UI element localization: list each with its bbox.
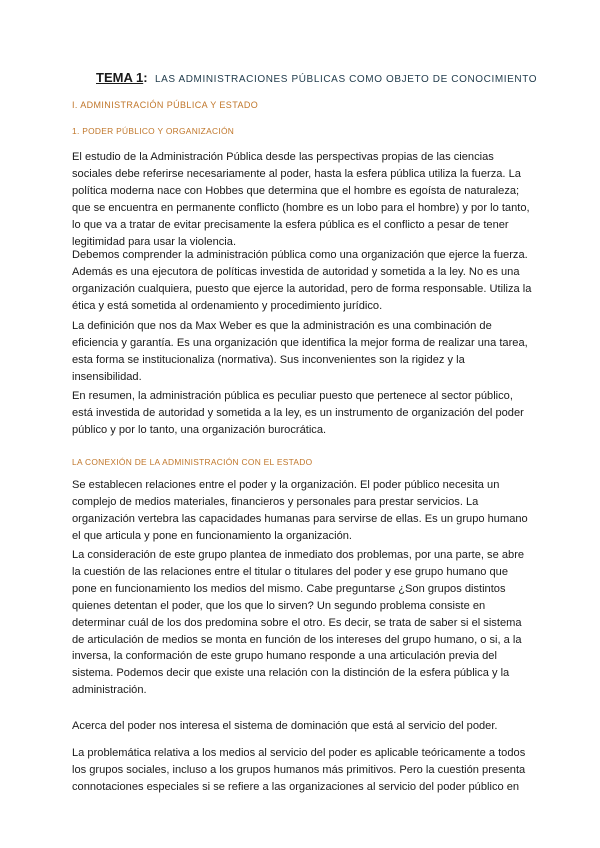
subsection-heading-1: 1. PODER PÚBLICO Y ORGANIZACIÓN — [72, 126, 235, 136]
title-subtitle: LAS ADMINISTRACIONES PÚBLICAS COMO OBJETO DE CONOCIMIENTO — [154, 74, 538, 85]
title-tema: TEMA 1 — [96, 70, 144, 85]
subsection-heading-2: LA CONEXIÓN DE LA ADMINISTRACIÓN CON EL ESTADO — [72, 457, 313, 467]
section-heading: I. ADMINISTRACIÓN PÚBLICA Y ESTADO — [72, 100, 259, 110]
document-title — [96, 70, 537, 85]
title-colon: : — [143, 70, 148, 85]
paragraph: Acerca del poder nos interesa el sistema de dominación que está al servicio del poder. — [72, 720, 498, 732]
paragraph: La consideración de este grupo plantea de inmediato dos problemas, por una parte, se abre la cuestión de las relaciones entre el titular o titulares del poder y ese grupo humano que pone en funcionamiento los medios del mismo. Cabe preguntarse ¿Son grupos distintos quienes detentan el poder, que los que lo sirven? Un segundo problema consiste en determinar cuál de los dos predomina sobre el otro. Es decir, se trata de saber si el sistema de articulación de medios se monta en función de los intereses del grupo humano, o si, a la inversa, la conformación de este grupo humano responde a una articulación previa del sistema. Podemos decir que existe una relación con la distinción de la esfera pública y la administración. — [72, 549, 525, 697]
paragraph: Debemos comprender la administración pública como una organización que ejerce la fuerza. Además es una ejecutora de políticas investida de autoridad y sometida a la ley. No es una organización cualquiera, puesto que ejerce la autoridad, pero de forma responsable. Utiliza la ética y está sometida al ordenamiento y procedimiento jurídico. — [72, 249, 532, 312]
paragraph: En resumen, la administración pública es peculiar puesto que pertenece al sector público, está investida de autoridad y sometida a la ley, es un instrumento de organización del poder público y por lo tanto, una organización burocrática. — [72, 390, 524, 436]
paragraph: La problemática relativa a los medios al servicio del poder es aplicable teóricamente a todos los grupos sociales, incluso a los grupos humanos más primitivos. Pero la cuestión presenta connotaciones especiales si se refiere a las organizaciones al servicio del poder público en — [72, 747, 526, 793]
paragraph: Se establecen relaciones entre el poder y la organización. El poder público necesita un complejo de medios materiales, financieros y personales para prestar servicios. La organización vertebra las capacidades humanas para servirse de ellas. Es un grupo humano el que articula y pone en funcionamiento la organización. — [72, 479, 528, 542]
paragraph: La definición que nos da Max Weber es que la administración es una combinación de eficiencia y garantía. Es una organización que identifica la mejor forma de realizar una tarea, esta forma se institucionaliza (normativa). Sus inconvenientes son la rigidez y la insensibilidad. — [72, 320, 528, 383]
paragraph: El estudio de la Administración Pública desde las perspectivas propias de las ciencias sociales debe referirse necesariamente al poder, hasta la esfera pública utiliza la fuerza. La política moderna nace con Hobbes que determina que el hombre es egoísta de naturaleza; que se encuentra en permanente conflicto (hombre es un lobo para el hombre) y por lo tanto, lo que va a tratar de evitar precisamente la esfera pública es el conflicto a pesar de tener legitimidad para usar la violencia. — [72, 151, 530, 248]
